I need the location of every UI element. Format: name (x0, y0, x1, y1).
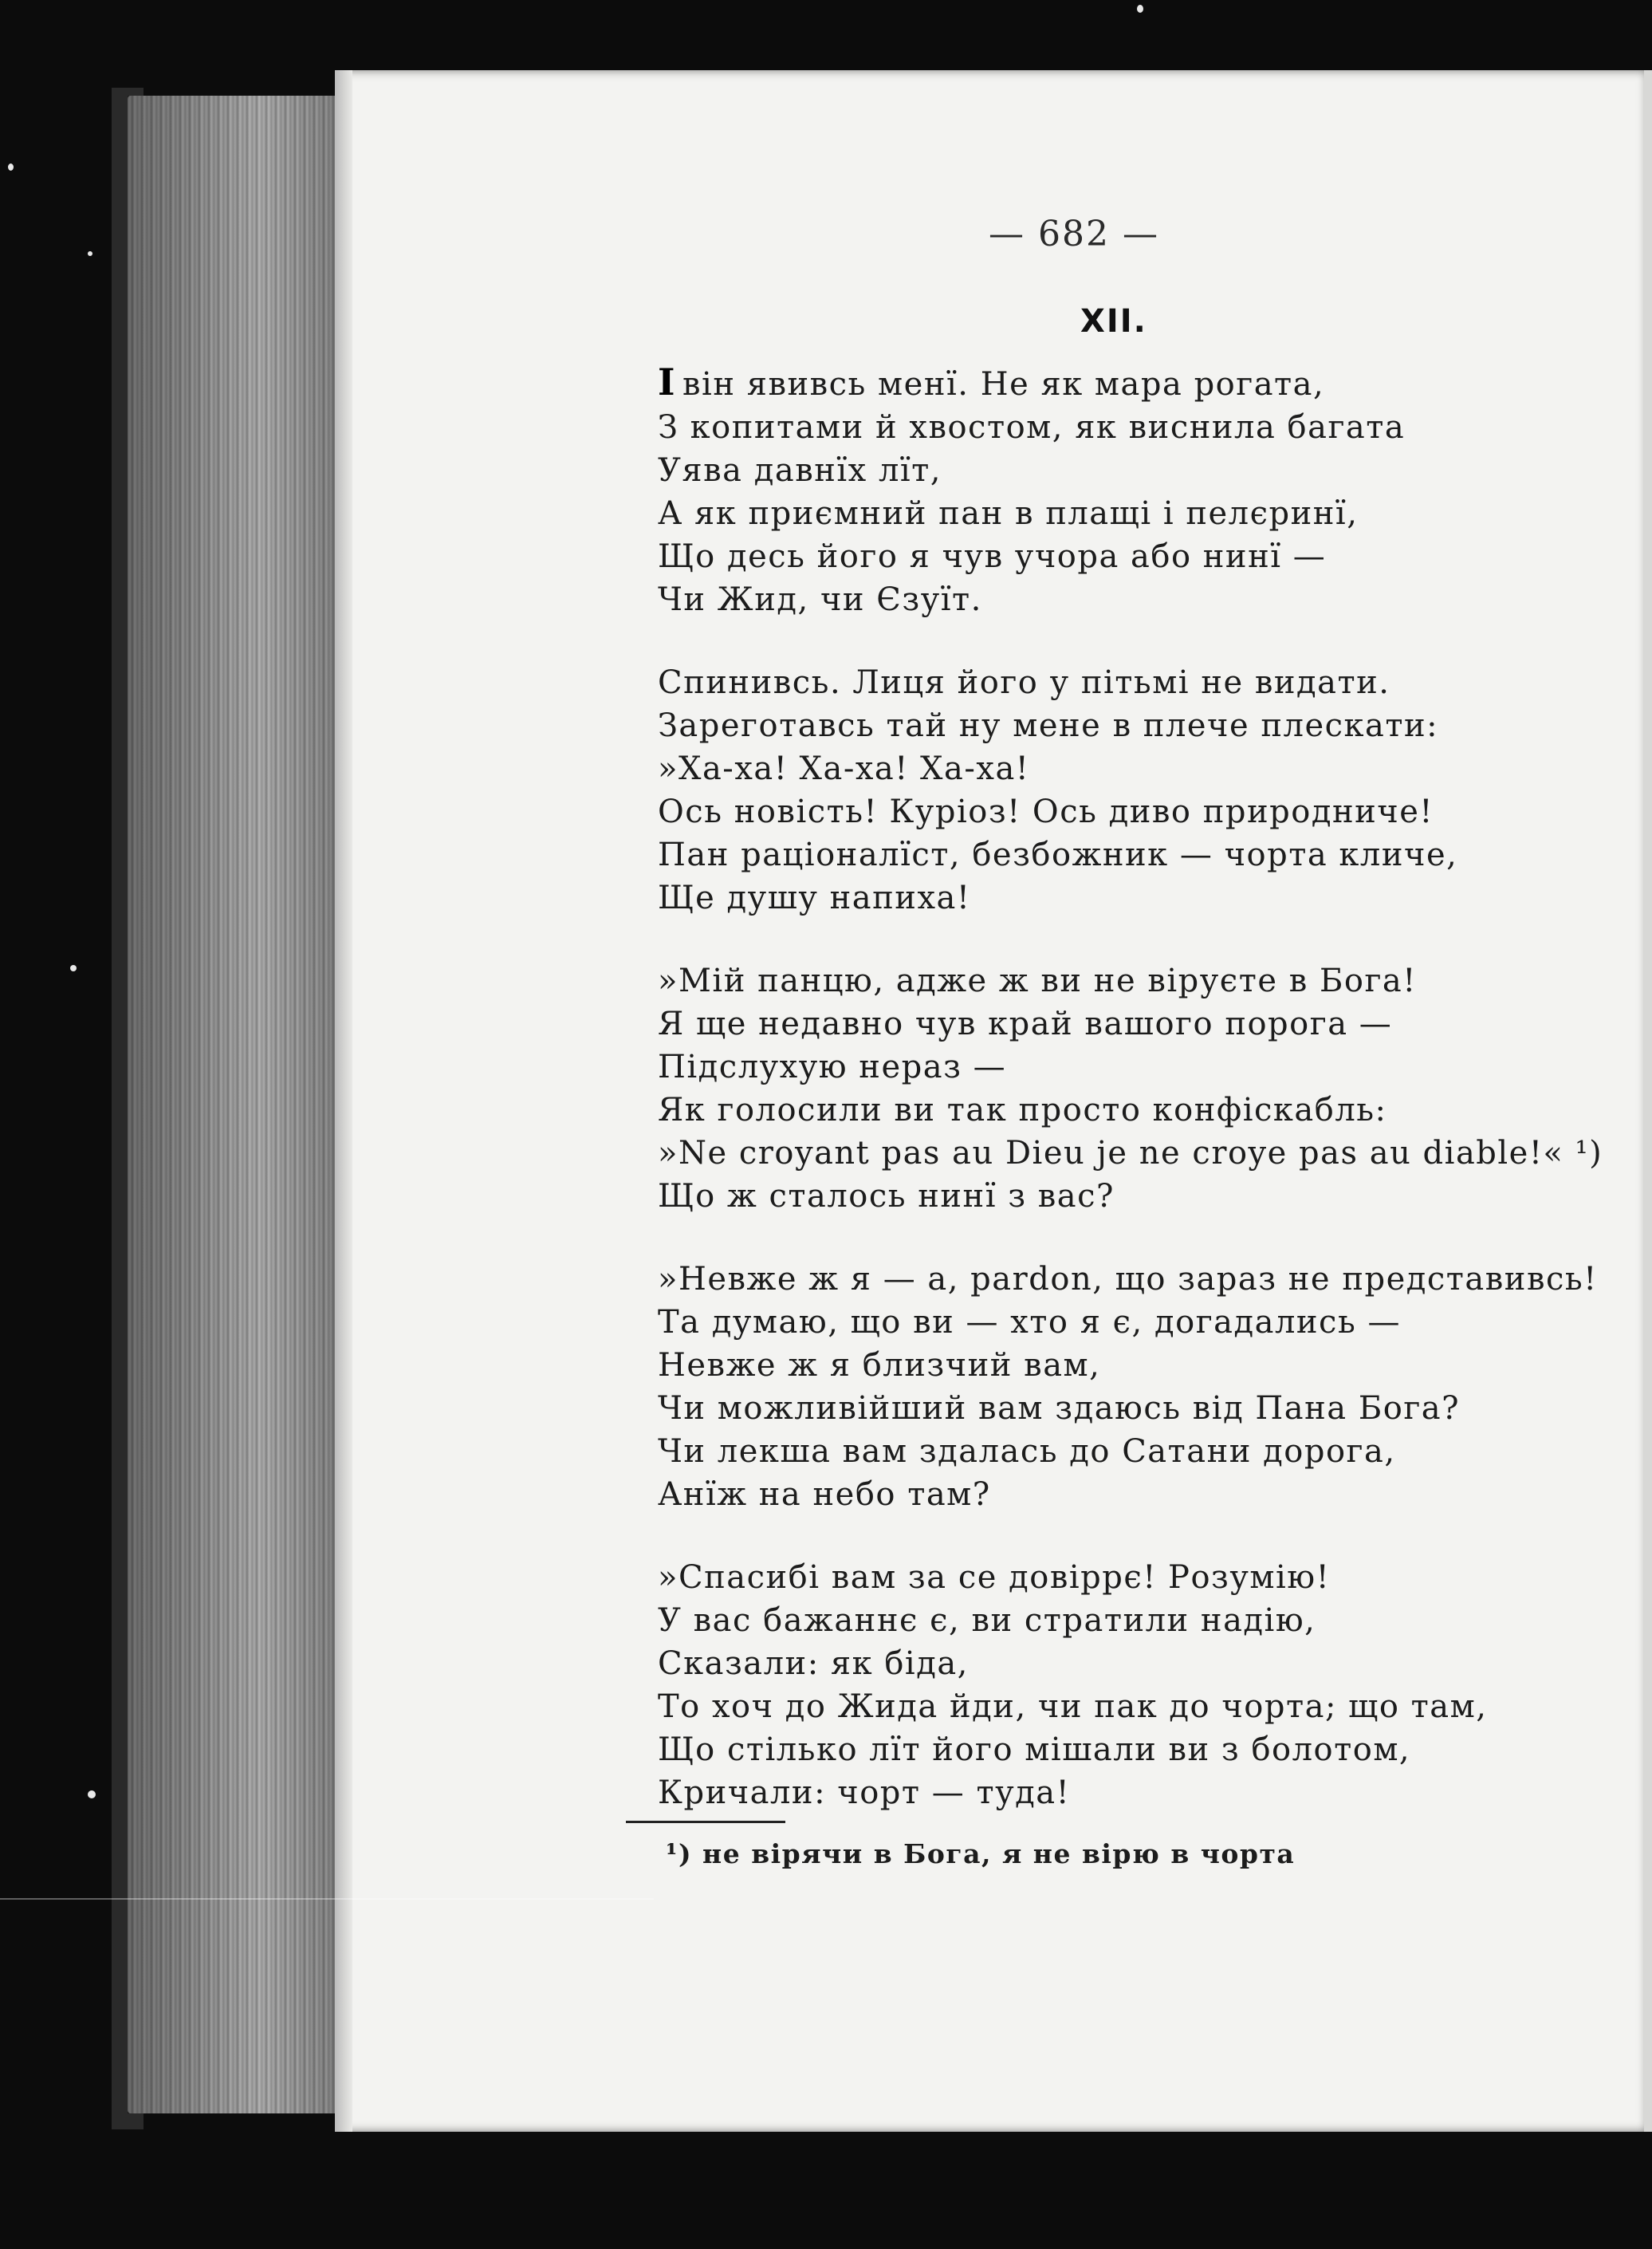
poem-line: Спинивсь. Лиця його у пітьмі не видати. (658, 664, 1390, 701)
poem-line: Підслухую нераз — (658, 1049, 1007, 1085)
scan-speck (70, 965, 77, 971)
poem-line: Уява давнїх лїт, (658, 452, 942, 489)
poem-line: »Мій панцю, адже ж ви не віруєте в Бога! (658, 963, 1417, 999)
poem-line: Чи можливійший вам здаюсь від Пана Бога? (658, 1390, 1461, 1427)
section-title: XII. (1080, 303, 1147, 340)
poem-line: Кричали: чорт — туда! (658, 1774, 1071, 1811)
stanza-4 (658, 1258, 1598, 1516)
poem-line: »Ne croyant pas au Dieu je ne croye pas au diable!« ¹) (658, 1135, 1603, 1172)
drop-cap: І (658, 360, 677, 404)
poem-line: Чи Жид, чи Єзуїт. (658, 581, 982, 618)
poem-line: Пан раціоналїст, безбожник — чорта кличе, (658, 837, 1458, 873)
poem-line: Ще душу напиха! (658, 880, 971, 916)
poem-line-text: він явивсь менї. Не як мара рогата, (682, 366, 1325, 403)
page-number: — 682 — (989, 214, 1159, 254)
stanza-5 (658, 1556, 1575, 1814)
poem-line: Сказали: як біда, (658, 1645, 969, 1682)
page-right-edge (1644, 70, 1652, 2132)
scan-speck (88, 1790, 96, 1798)
poem-line (658, 360, 1575, 406)
stanza-3 (658, 959, 1603, 1218)
page-inner-edge (335, 70, 352, 2132)
stanza-1 (658, 360, 1575, 621)
poem-line: Що ж сталось нинї з вас? (658, 1178, 1115, 1215)
scan-artifact-line (0, 1898, 654, 1900)
poem-line: А як приємний пан в плащі і пелєринї, (658, 495, 1359, 532)
stanza-2 (658, 661, 1575, 920)
poem-line: Я ще недавно чув край вашого порога — (658, 1006, 1393, 1042)
poem-body (658, 360, 1603, 1854)
poem-line: Що стілько лїт його мішали ви з болотом, (658, 1731, 1411, 1768)
poem-line: »Ха-ха! Ха-ха! Ха-ха! (658, 750, 1030, 787)
page-block-edges (128, 96, 351, 2113)
footnote-divider (626, 1821, 785, 1823)
poem-line: З копитами й хвостом, як виснила багата (658, 409, 1406, 446)
poem-line: Анїж на небо там? (658, 1476, 991, 1513)
poem-line: »Невже ж я — а, pardon, що зараз не представивсь! (658, 1261, 1598, 1298)
poem-line: Чи лекша вам здалась до Сатани дорога, (658, 1433, 1396, 1470)
poem-line: Зареготавсь тай ну мене в плече плескати: (658, 707, 1439, 744)
poem-line: Що десь його я чув учора або нинї — (658, 538, 1327, 575)
footnote: ¹) не вірячи в Бога, я не вірю в чорта (666, 1838, 1296, 1869)
poem-line: Як голосили ви так просто конфіскабль: (658, 1092, 1387, 1128)
scan-speck (1137, 5, 1143, 13)
scan-speck (8, 163, 14, 171)
poem-line: То хоч до Жида йди, чи пак до чорта; що там, (658, 1688, 1488, 1725)
poem-line: Та думаю, що ви — хто я є, догадались — (658, 1304, 1401, 1341)
poem-line: Ось новість! Куріоз! Ось диво природниче! (658, 794, 1434, 830)
poem-line: »Спасибі вам за се довіррє! Розумію! (658, 1559, 1331, 1596)
poem-line: Невже ж я близчий вам, (658, 1347, 1101, 1384)
scan-speck (88, 251, 92, 256)
poem-line: У вас бажаннє є, ви стратили надію, (658, 1602, 1316, 1639)
